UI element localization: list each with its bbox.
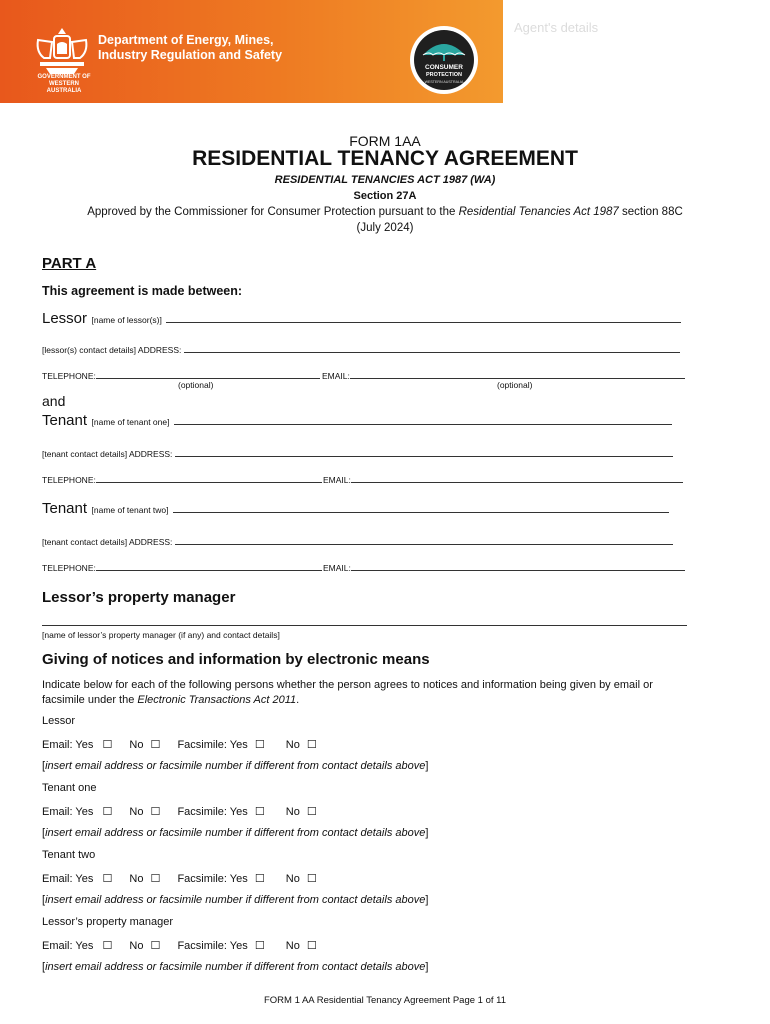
section-label: Section 27A	[353, 190, 417, 202]
tenant-two-insert-note[interactable]: [insert email address or facsimile number if different from contact details above]	[42, 894, 429, 906]
lessor-fax-no-checkbox[interactable]: ☐	[306, 739, 317, 751]
tenant-two-email-yes-checkbox[interactable]: ☐	[102, 873, 113, 885]
consumer-protection-logo-icon	[409, 25, 479, 95]
tenant-two-email-no-checkbox[interactable]: ☐	[150, 873, 161, 885]
lessor-email-no-checkbox[interactable]: ☐	[150, 739, 161, 751]
lessor-telephone-field[interactable]: TELEPHONE:	[42, 369, 320, 381]
approval-date: (July 2024)	[356, 222, 414, 234]
electronic-intro-line1: Indicate below for each of the following persons whether the person agrees to notices and information being given by email or	[42, 679, 653, 691]
approval-line: Approved by the Commissioner for Consumer Protection pursuant to the Residential Tenancies Act 1987 section 88C	[87, 206, 683, 218]
consent-row-property-manager: Email: Yes ☐ No ☐ Facsimile: Yes ☐ No ☐	[42, 940, 317, 952]
agreement-intro: This agreement is made between:	[42, 284, 243, 298]
tenant-two-fax-yes-checkbox[interactable]: ☐	[254, 873, 265, 885]
tenant-one-fax-no-checkbox[interactable]: ☐	[306, 806, 317, 818]
tenant-two-email-field[interactable]: EMAIL:	[323, 561, 685, 573]
tenant-one-address-field[interactable]: [tenant contact details] ADDRESS:	[42, 447, 673, 459]
agent-details-label: Agent's details	[514, 20, 599, 35]
tenant-one-email-field[interactable]: EMAIL:	[323, 473, 683, 485]
tenant-one-insert-note[interactable]: [insert email address or facsimile number if different from contact details above]	[42, 827, 429, 839]
tenant-two-address-field[interactable]: [tenant contact details] ADDRESS:	[42, 535, 673, 547]
tenant-one-telephone-field[interactable]: TELEPHONE:	[42, 473, 322, 485]
tenant-one-email-no-checkbox[interactable]: ☐	[150, 806, 161, 818]
electronic-intro-line2: facsimile under the Electronic Transactions Act 2011.	[42, 694, 300, 706]
tenant-one-fax-yes-checkbox[interactable]: ☐	[254, 806, 265, 818]
tenant-one-name-field[interactable]: Tenant [name of tenant one]	[42, 412, 672, 430]
telephone-optional-note: (optional)	[178, 380, 214, 390]
person-label-property-manager: Lessor’s property manager	[42, 916, 174, 928]
lessor-email-yes-checkbox[interactable]: ☐	[102, 739, 113, 751]
page-title: RESIDENTIAL TENANCY AGREEMENT	[192, 147, 578, 170]
tenant-two-fax-no-checkbox[interactable]: ☐	[306, 873, 317, 885]
act-title: RESIDENTIAL TENANCIES ACT 1987 (WA)	[274, 174, 496, 186]
form-number: FORM 1AA	[349, 133, 421, 149]
electronic-notices-heading: Giving of notices and information by electronic means	[42, 651, 430, 668]
property-manager-fax-no-checkbox[interactable]: ☐	[306, 940, 317, 952]
page-footer: FORM 1 AA Residential Tenancy Agreement Page 1 of 11	[263, 995, 507, 1006]
property-manager-hint: [name of lessor’s property manager (if any) and contact details]	[42, 630, 280, 640]
consent-row-tenant-two: Email: Yes ☐ No ☐ Facsimile: Yes ☐ No ☐	[42, 873, 317, 885]
person-label-tenant-two: Tenant two	[42, 849, 96, 861]
lessor-name-field[interactable]: Lessor [name of lessor(s)]	[42, 310, 681, 328]
svg-text:WESTERN AUSTRALIA: WESTERN AUSTRALIA	[424, 80, 464, 84]
property-manager-field[interactable]	[42, 616, 687, 626]
property-manager-fax-yes-checkbox[interactable]: ☐	[254, 940, 265, 952]
property-manager-insert-note[interactable]: [insert email address or facsimile number if different from contact details above]	[42, 961, 429, 973]
lessor-address-field[interactable]: [lessor(s) contact details] ADDRESS:	[42, 343, 680, 355]
lessor-insert-note[interactable]: [insert email address or facsimile number if different from contact details above]	[42, 760, 429, 772]
tenant-two-telephone-field[interactable]: TELEPHONE:	[42, 561, 322, 573]
consent-row-lessor: Email: Yes ☐ No ☐ Facsimile: Yes ☐ No ☐	[42, 739, 317, 751]
government-label: GOVERNMENT OF WESTERN AUSTRALIA	[37, 74, 91, 94]
and-label: and	[42, 393, 66, 409]
lessor-fax-yes-checkbox[interactable]: ☐	[254, 739, 265, 751]
person-label-lessor: Lessor	[42, 715, 76, 727]
property-manager-email-yes-checkbox[interactable]: ☐	[102, 940, 113, 952]
consent-row-tenant-one: Email: Yes ☐ No ☐ Facsimile: Yes ☐ No ☐	[42, 806, 317, 818]
department-name: Department of Energy, Mines, Industry Regulation and Safety	[98, 33, 283, 62]
tenant-one-email-yes-checkbox[interactable]: ☐	[102, 806, 113, 818]
part-a-heading: PART A	[42, 255, 97, 272]
lessor-email-field[interactable]: EMAIL:	[322, 369, 685, 381]
tenant-two-name-field[interactable]: Tenant [name of tenant two]	[42, 500, 669, 518]
property-manager-heading: Lessor’s property manager	[42, 589, 236, 606]
svg-text:PROTECTION: PROTECTION	[425, 72, 463, 78]
wa-crest-icon	[30, 24, 94, 76]
svg-text:CONSUMER: CONSUMER	[425, 64, 463, 71]
person-label-tenant-one: Tenant one	[42, 782, 97, 794]
header-banner	[0, 0, 503, 103]
email-optional-note: (optional)	[497, 380, 533, 390]
property-manager-email-no-checkbox[interactable]: ☐	[150, 940, 161, 952]
